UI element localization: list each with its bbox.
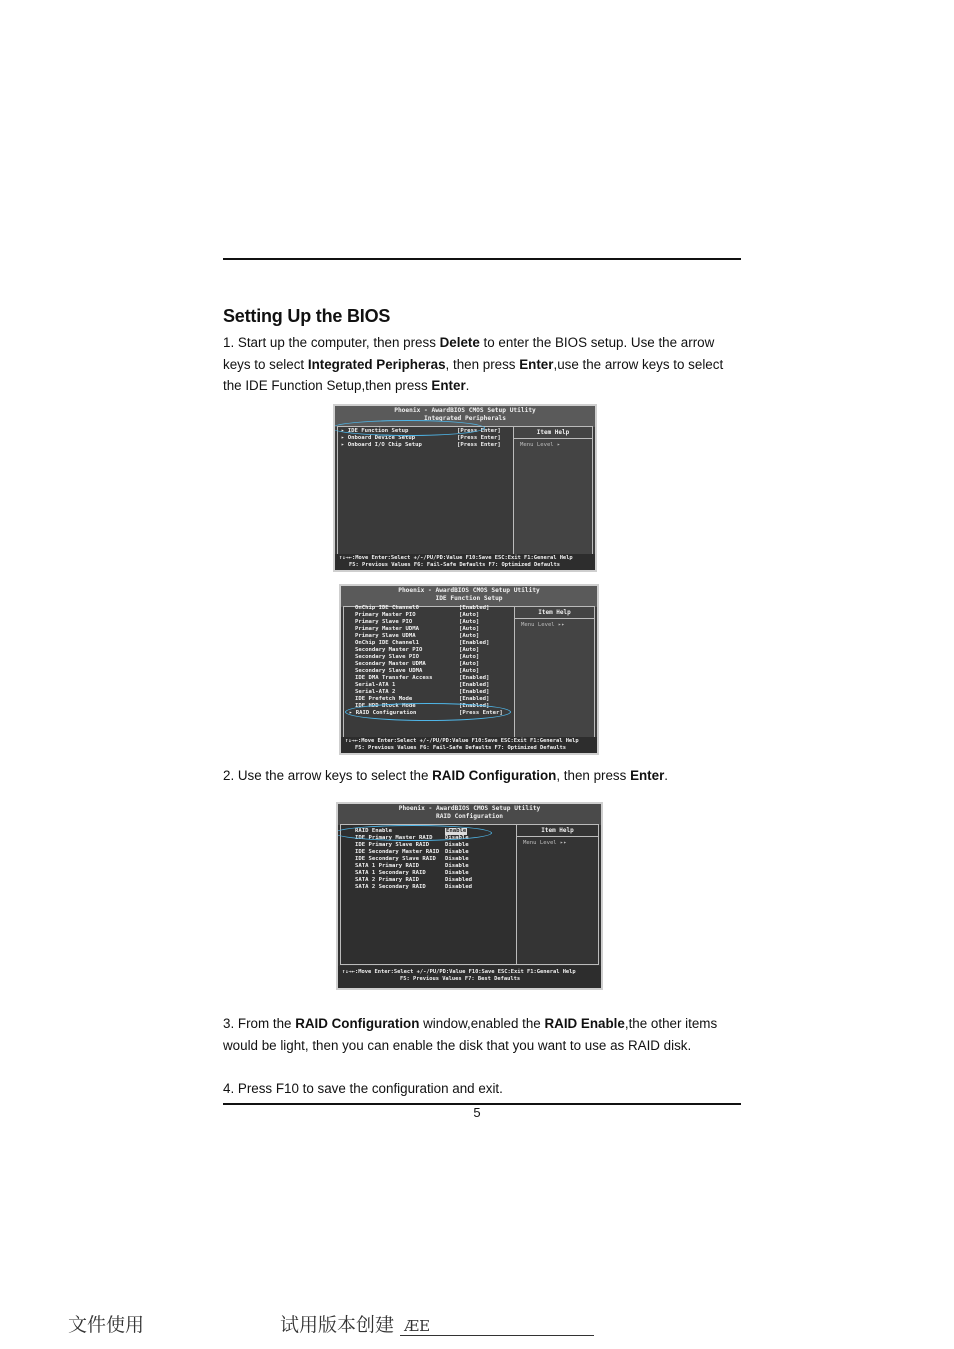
page-number: 5 xyxy=(473,1105,481,1120)
key-enter: Enter xyxy=(630,768,665,783)
option-raid-enable: RAID Enable xyxy=(544,1016,625,1031)
bios-row: Serial-ATA 1 [Enabled] xyxy=(355,682,490,688)
bios-row: OnChip IDE Channel0 [Enabled] xyxy=(355,605,490,611)
bios-row: Secondary Master UDMA [Auto] xyxy=(355,661,480,667)
bios-row: Serial-ATA 2 [Enabled] xyxy=(355,689,490,695)
bios-header: Phoenix - AwardBIOS CMOS Setup Utility Integrated Peripherals xyxy=(335,406,595,427)
bios-row: ▸ Onboard I/O Chip Setup [Press Enter] xyxy=(341,442,501,448)
bios-row: IDE Secondary Slave RAID Disable xyxy=(355,856,469,862)
footer-watermark-right: 试用版本创建 ÆE xyxy=(280,1310,594,1337)
bios-row: IDE Primary Master RAID Disable xyxy=(355,835,469,841)
menu-integrated-peripherals: Integrated Peripheras xyxy=(307,356,446,372)
bios-row: IDE Prefetch Mode [Enabled] xyxy=(355,696,490,702)
menu-raid-configuration: RAID Configuration xyxy=(295,1016,420,1031)
bios-footer: ↑↓→←:Move Enter:Select +/-/PU/PD:Value F10:Save ESC:Exit F1:General Help F5: Previous Values F7: Best Defaults xyxy=(338,966,601,988)
bios-row: IDE Primary Slave RAID Disable xyxy=(355,842,469,848)
highlight-oval xyxy=(345,703,511,721)
key-enter: Enter xyxy=(431,378,466,393)
bios-row: SATA 2 Secondary RAID Disabled xyxy=(355,884,472,890)
menu-raid-configuration: RAID Configuration xyxy=(432,768,557,783)
bios-row: SATA 1 Primary RAID Disable xyxy=(355,863,469,869)
bios-screenshot-ide-function-setup xyxy=(339,584,599,755)
bios-row: Primary Master PIO [Auto] xyxy=(355,612,480,618)
section-heading: Setting Up the BIOS xyxy=(223,306,391,326)
bios-footer: ↑↓→←:Move Enter:Select +/-/PU/PD:Value F10:Save ESC:Exit F1:General Help F5: Previous Values F6: Fail-Safe Defaults F7: Optimized Defaults xyxy=(335,554,595,570)
step-3-paragraph: 3. From the RAID Configuration window,enabled the RAID Enable,the other items would be light, then you can enable the disk that you want to use as RAID disk. xyxy=(223,1016,718,1053)
bios-footer: ↑↓→←:Move Enter:Select +/-/PU/PD:Value F10:Save ESC:Exit F1:General Help F5: Previous Values F6: Fail-Safe Defaults F7: Optimized Defaults xyxy=(341,737,597,753)
bios-screenshot-integrated-peripherals xyxy=(333,404,597,572)
bios-row: Primary Master UDMA [Auto] xyxy=(355,626,480,632)
bios-row: RAID Enable Enable xyxy=(355,828,467,834)
footer-watermark-left: 文件使用 xyxy=(68,1314,145,1336)
bios-row: ▸ Onboard Device Setup [Press Enter] xyxy=(341,435,501,441)
step-2-paragraph: 2. Use the arrow keys to select the RAID Configuration, then press Enter. xyxy=(223,768,669,783)
bios-row: Secondary Slave PIO [Auto] xyxy=(355,654,480,660)
bios-screenshot-raid-configuration xyxy=(336,802,603,990)
highlight-oval xyxy=(336,825,492,841)
top-rule xyxy=(223,258,741,260)
bios-row: ▸ RAID Configuration [Press Enter] xyxy=(349,710,503,716)
bios-row: SATA 2 Primary RAID Disabled xyxy=(355,877,472,883)
bios-row: OnChip IDE Channel1 [Enabled] xyxy=(355,640,490,646)
bios-row: Secondary Slave UDMA [Auto] xyxy=(355,668,480,674)
bios-help-panel: Item Help Menu Level ▸ xyxy=(513,426,593,556)
bios-row: Secondary Master PIO [Auto] xyxy=(355,647,480,653)
bios-row: IDE HDD Block Mode [Enabled] xyxy=(355,703,490,709)
bios-row: IDE Secondary Master RAID Disable xyxy=(355,849,469,855)
step-1-paragraph: 1. Start up the computer, then press Delete to enter the BIOS setup. Use the arrow keys to select Integrated Peripheras, then press Enter,use the arrow keys to select the IDE Function Setup,then press Enter. xyxy=(223,335,724,393)
key-enter: Enter xyxy=(519,356,554,372)
step-4-paragraph: 4. Press F10 to save the configuration and exit. xyxy=(223,1081,503,1096)
bios-row: Primary Slave UDMA [Auto] xyxy=(355,633,480,639)
footer-watermark-tail: ÆE xyxy=(400,1317,594,1336)
bios-header: Phoenix - AwardBIOS CMOS Setup Utility RAID Configuration xyxy=(338,804,601,825)
bios-row: ▸ IDE Function Setup [Press Enter] xyxy=(341,428,501,434)
bios-row: SATA 1 Secondary RAID Disable xyxy=(355,870,469,876)
bios-header: Phoenix - AwardBIOS CMOS Setup Utility IDE Function Setup xyxy=(341,586,597,607)
bios-help-panel: Item Help Menu Level ▸▸ xyxy=(514,606,595,740)
bios-help-panel: Item Help Menu Level ▸▸ xyxy=(516,824,599,965)
key-delete: Delete xyxy=(439,335,480,350)
bios-row: Primary Slave PIO [Auto] xyxy=(355,619,480,625)
bios-row: IDE DMA Transfer Access [Enabled] xyxy=(355,675,490,681)
highlight-oval xyxy=(333,420,501,436)
